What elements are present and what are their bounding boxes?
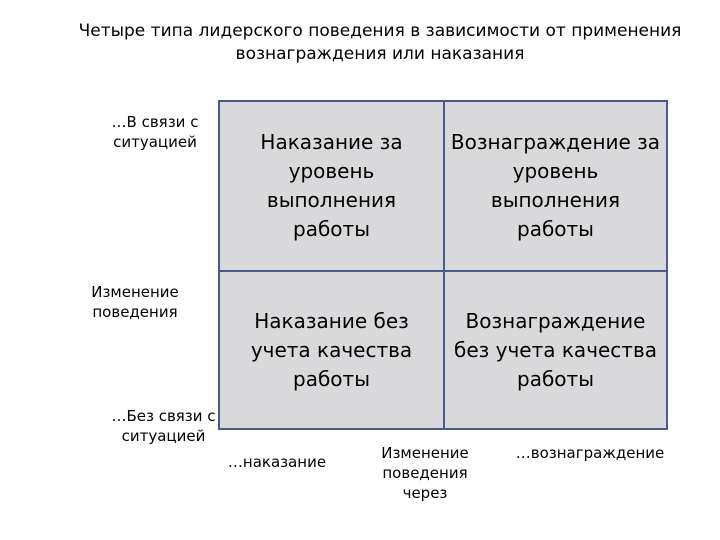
left-axis-bottom-label: …Без связи с ситуацией <box>111 407 216 445</box>
bottom-axis-middle-label: Изменение поведения через <box>381 444 469 502</box>
diagram-title: Четыре типа лидерского поведения в зависимости от применения вознаграждения или наказания <box>78 21 682 64</box>
left-axis-top-label: …В связи с ситуацией <box>111 113 199 151</box>
left-axis-middle-label: Изменение поведения <box>91 283 179 321</box>
cell-bottom-left: Наказание без учета качества работы <box>250 308 413 391</box>
bottom-axis-right-label: …вознаграждение <box>515 444 665 462</box>
cell-top-left: Наказание за уровень выполнения работы <box>260 130 403 241</box>
cell-bottom-right: Вознаграждение без учета качества работы <box>454 308 657 391</box>
bottom-axis-left-label: …наказание <box>227 453 327 471</box>
quadrant-grid <box>218 100 668 430</box>
cell-top-right: Вознаграждение за уровень выполнения работы <box>450 130 661 241</box>
